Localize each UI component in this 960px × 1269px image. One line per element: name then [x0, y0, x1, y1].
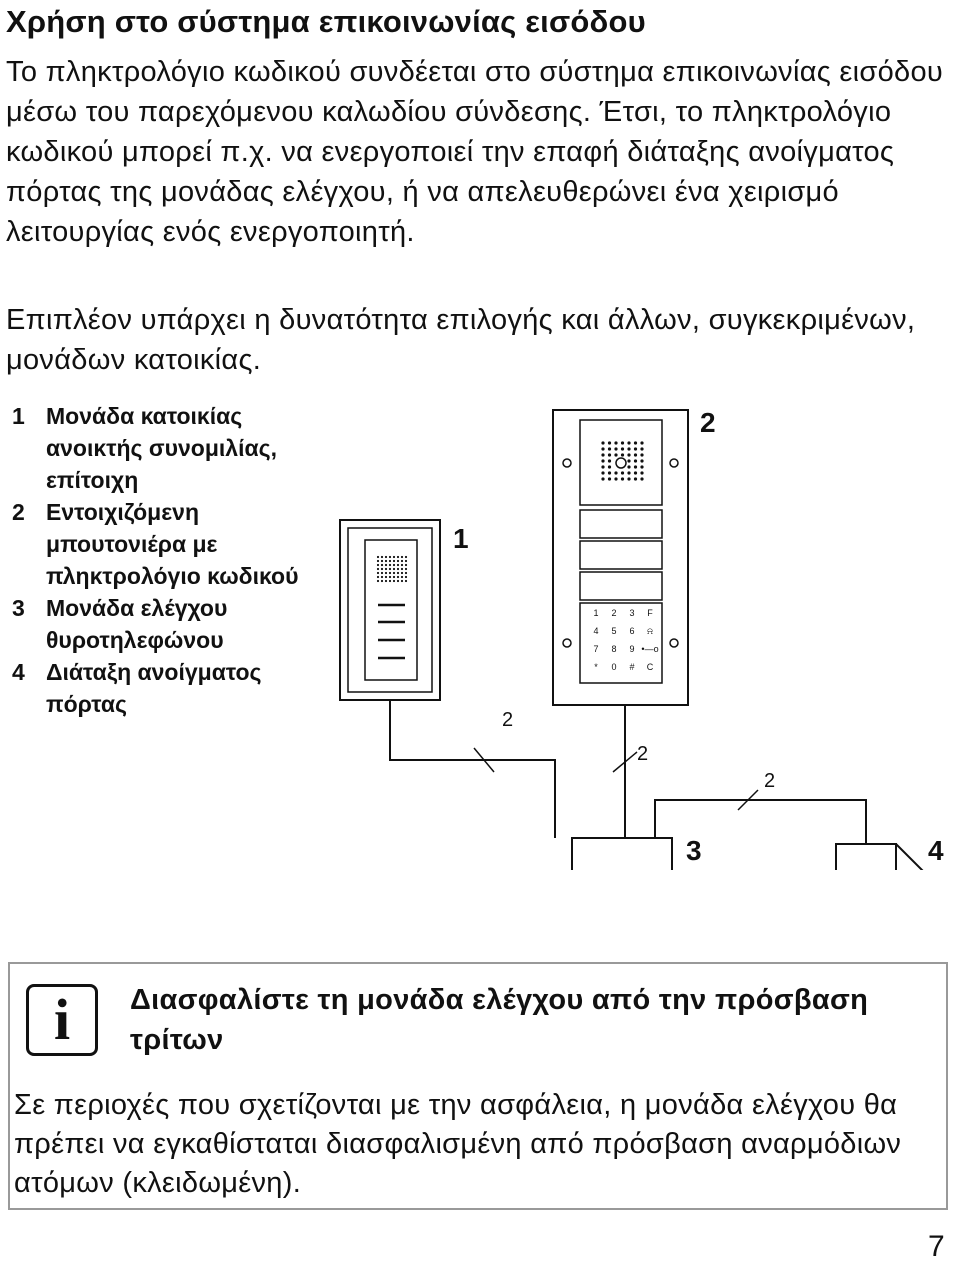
grille-dot: [614, 453, 617, 456]
grille-dot: [640, 471, 643, 474]
grille-dot: [640, 465, 643, 468]
grille-dot: [640, 447, 643, 450]
grille-dot: [397, 556, 399, 558]
grille-dot: [405, 556, 407, 558]
screw-icon: [563, 639, 571, 647]
grille-dot: [608, 471, 611, 474]
grille-dot: [627, 453, 630, 456]
keypad-key: 8: [611, 644, 617, 654]
page-heading: Χρήση στο σύστημα επικοινωνίας εισόδου: [6, 4, 646, 39]
grille-dot: [621, 447, 624, 450]
grille-dot: [621, 441, 624, 444]
grille-dot: [614, 471, 617, 474]
legend-number: 4: [12, 659, 25, 685]
button-module: [580, 541, 662, 569]
grille-dot: [381, 564, 383, 566]
speaker-grille: [601, 441, 643, 480]
grille-dot: [401, 560, 403, 562]
keypad-key: *: [594, 662, 598, 672]
keypad-key: 1: [593, 608, 599, 618]
wire-count-label: 2: [502, 709, 514, 731]
button-module: [580, 510, 662, 538]
keypad-key: 7: [593, 644, 599, 654]
keypad-key: 3: [629, 608, 635, 618]
info-text: Σε περιοχές που σχετίζονται με την ασφάλεια, η μονάδα ελέγχου θα πρέπει να εγκαθίσταται διασφαλισμένη από πρόσβαση αναρμόδιων ατόμων (κλειδωμένη).: [14, 1089, 902, 1199]
grille-dot: [601, 477, 604, 480]
grille-dot: [405, 572, 407, 574]
unit-label-4: 4: [928, 835, 944, 866]
grille-dot: [385, 568, 387, 570]
grille-dot: [377, 560, 379, 562]
grille-dot: [389, 572, 391, 574]
button-module: [580, 572, 662, 600]
grille-dot: [627, 441, 630, 444]
grille-dot: [385, 564, 387, 566]
legend-number: 1: [12, 403, 25, 429]
grille-dot: [393, 572, 395, 574]
door-opener-strike: [896, 844, 926, 870]
grille-dot: [601, 453, 604, 456]
unit-label-3: 3: [686, 835, 702, 866]
grille-dot: [397, 568, 399, 570]
legend-text: Διάταξη ανοίγματος πόρτας: [46, 659, 262, 717]
grille-dot: [601, 447, 604, 450]
grille-dot: [601, 465, 604, 468]
door-opener-body: [836, 844, 896, 870]
grille-dot: [377, 572, 379, 574]
grille-dot: [608, 465, 611, 468]
grille-dot: [601, 459, 604, 462]
grille-dot: [389, 576, 391, 578]
grille-dot: [393, 576, 395, 578]
grille-dot: [393, 564, 395, 566]
grille-dot: [401, 580, 403, 582]
info-box: [8, 962, 948, 1210]
grille-dot: [397, 580, 399, 582]
grille-dot: [601, 441, 604, 444]
grille-dot: [389, 568, 391, 570]
grille-dot: [381, 580, 383, 582]
screw-icon: [563, 459, 571, 467]
control-unit: [572, 838, 672, 870]
grille-dot: [397, 576, 399, 578]
grille-dot: [393, 580, 395, 582]
keypad-key: •—o: [641, 644, 659, 654]
keypad-key: C: [646, 662, 654, 672]
unit-label-1: 1: [453, 523, 469, 554]
grille-dot: [621, 453, 624, 456]
keypad-key: 4: [593, 626, 599, 636]
grille-dot: [397, 572, 399, 574]
grille-dot: [381, 568, 383, 570]
microphone-icon: [616, 458, 626, 468]
keypad-key: ⍾: [647, 626, 653, 636]
grille-dot: [640, 441, 643, 444]
grille-dot: [634, 453, 637, 456]
indoor-station-frame: [348, 528, 432, 692]
grille-dot: [627, 477, 630, 480]
grille-dot: [608, 453, 611, 456]
keypad-key: 2: [611, 608, 617, 618]
grille-dot: [621, 477, 624, 480]
grille-dot: [634, 477, 637, 480]
grille-dot: [608, 477, 611, 480]
grille-dot: [614, 441, 617, 444]
screw-icon: [670, 639, 678, 647]
grille-dot: [405, 580, 407, 582]
grille-dot: [389, 556, 391, 558]
wire-count-label: 2: [637, 743, 649, 765]
grille-dot: [393, 560, 395, 562]
info-title: Διασφαλίστε τη μονάδα ελέγχου από την πρόσβαση τρίτων: [130, 984, 869, 1056]
indoor-station-outer: [340, 520, 440, 700]
intro-paragraph: Το πληκτρολόγιο κωδικού συνδέεται στο σύστημα επικοινωνίας εισόδου μέσω του παρεχόμενου καλωδίου σύνδεσης. Έτσι, το πληκτρολόγιο κωδικού μπορεί π.χ. να ενεργοποιεί την επαφή διάταξης ανοίγματος πόρτας της μονάδας ελέγχου, ή να απελευθερώνει ένα χειρισμό λειτουργίας ενός ενεργοποιητή.: [6, 56, 944, 248]
grille-dot: [385, 560, 387, 562]
screw-icon: [670, 459, 678, 467]
grille-dot: [405, 576, 407, 578]
grille-dot: [405, 564, 407, 566]
grille-dot: [397, 564, 399, 566]
grille-dot: [381, 572, 383, 574]
grille-dot: [627, 471, 630, 474]
indoor-speaker-grille: [377, 556, 407, 582]
grille-dot: [385, 572, 387, 574]
grille-dot: [634, 459, 637, 462]
grille-dot: [640, 477, 643, 480]
grille-dot: [405, 560, 407, 562]
grille-dot: [389, 580, 391, 582]
grille-dot: [385, 556, 387, 558]
indoor-station-buttons: [378, 605, 405, 658]
legend-text: Μονάδα κατοικίας ανοικτής συνομιλίας, επίτοιχη: [46, 403, 277, 493]
grille-dot: [381, 576, 383, 578]
grille-dot: [377, 568, 379, 570]
grille-dot: [608, 441, 611, 444]
info-icon: i: [26, 984, 98, 1056]
grille-dot: [377, 580, 379, 582]
grille-dot: [608, 447, 611, 450]
grille-dot: [634, 441, 637, 444]
door-station-outer: [553, 410, 688, 705]
grille-dot: [405, 568, 407, 570]
unit-label-2: 2: [700, 407, 716, 438]
grille-dot: [377, 576, 379, 578]
grille-dot: [401, 568, 403, 570]
grille-dot: [397, 560, 399, 562]
keypad-key: 0: [611, 662, 617, 672]
keypad: [593, 608, 658, 672]
grille-dot: [393, 568, 395, 570]
grille-dot: [614, 447, 617, 450]
grille-dot: [634, 447, 637, 450]
grille-dot: [627, 447, 630, 450]
grille-dot: [385, 580, 387, 582]
grille-dot: [389, 560, 391, 562]
grille-dot: [401, 576, 403, 578]
wire-count-label: 2: [764, 770, 776, 792]
grille-dot: [401, 556, 403, 558]
grille-dot: [385, 576, 387, 578]
grille-dot: [634, 471, 637, 474]
grille-dot: [608, 459, 611, 462]
grille-dot: [640, 459, 643, 462]
legend-text: Εντοιχιζόμενη μπουτονιέρα με πληκτρολόγιο κωδικού: [46, 499, 299, 589]
speaker-module: [580, 420, 662, 505]
grille-dot: [381, 560, 383, 562]
legend-number: 2: [12, 499, 25, 525]
page-number: 7: [928, 1230, 945, 1263]
wire-indoor-to-control: [390, 700, 555, 838]
wiring-diagram: [0, 390, 960, 870]
keypad-key: 6: [629, 626, 635, 636]
grille-dot: [401, 564, 403, 566]
grille-dot: [634, 465, 637, 468]
grille-dot: [389, 564, 391, 566]
grille-dot: [401, 572, 403, 574]
grille-dot: [393, 556, 395, 558]
keypad-key: 5: [611, 626, 617, 636]
grille-dot: [381, 556, 383, 558]
keypad-key: F: [647, 608, 653, 618]
keypad-key: #: [629, 662, 635, 672]
grille-dot: [627, 465, 630, 468]
grille-dot: [621, 471, 624, 474]
grille-dot: [614, 477, 617, 480]
grille-dot: [640, 453, 643, 456]
legend-text: Μονάδα ελέγχου θυροτηλεφώνου: [46, 595, 228, 653]
grille-dot: [601, 471, 604, 474]
grille-dot: [377, 564, 379, 566]
grille-dot: [627, 459, 630, 462]
legend-number: 3: [12, 595, 25, 621]
keypad-key: 9: [629, 644, 635, 654]
grille-dot: [377, 556, 379, 558]
additional-paragraph: Επιπλέον υπάρχει η δυνατότητα επιλογής και άλλων, συγκεκριμένων, μονάδων κατοικίας.: [6, 304, 916, 376]
